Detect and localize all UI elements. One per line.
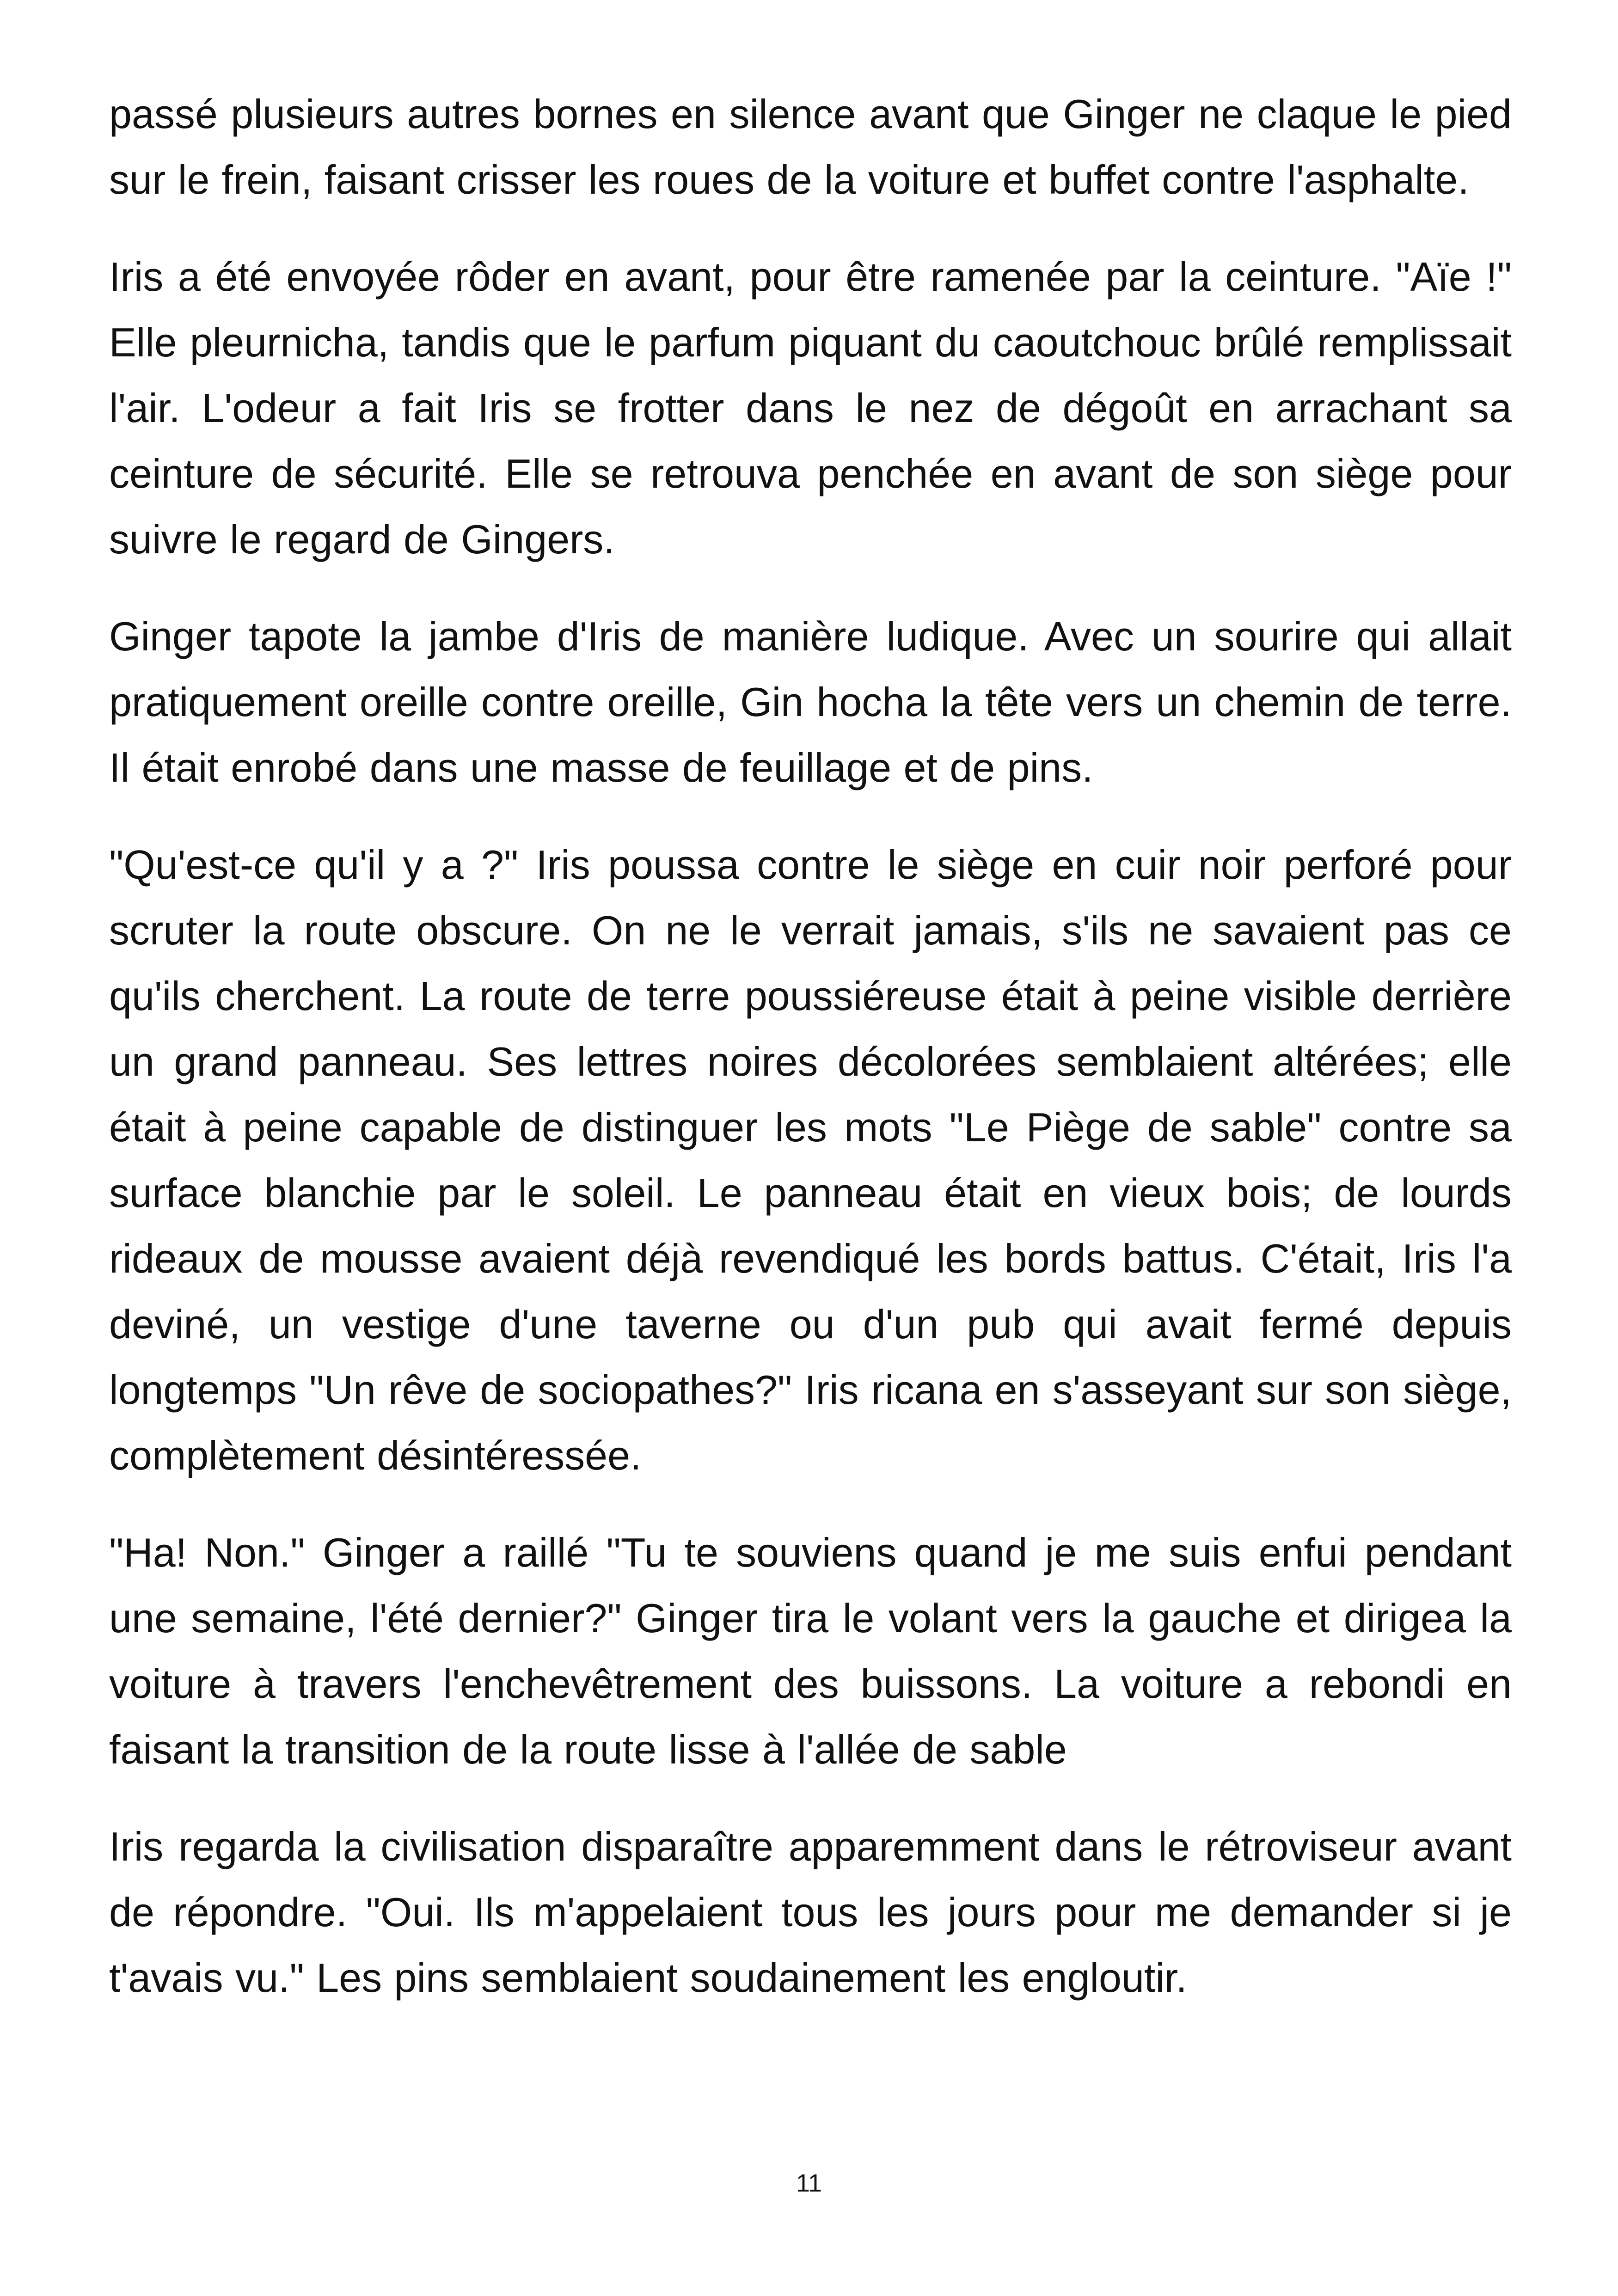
body-text [109, 81, 1512, 2042]
paragraph-4: "Qu'est-ce qu'il y a ?" Iris poussa contre le siège en cuir noir perforé pour scruter la route obscure. On ne le verrait jamais, s'ils ne savaient pas ce qu'ils cherchent. La route de terre poussiéreuse était à peine visible derrière un grand panneau. Ses lettres noires décolorées semblaient altérées; elle était à peine capable de distinguer les mots "Le Piège de sable" contre sa surface blanchie par le soleil. Le panneau était en vieux bois; de lourds rideaux de mousse avaient déjà revendiqué les bords battus. C'était, Iris l'a deviné, un vestige d'une taverne ou d'un pub qui avait fermé depuis longtemps "Un rêve de sociopathes?" Iris ricana en s'asseyant sur son siège, complètement désintéressée. [109, 842, 1512, 1478]
paragraph-3: Ginger tapote la jambe d'Iris de manière ludique. Avec un sourire qui allait pratiquement oreille contre oreille, Gin hocha la tête vers un chemin de terre. Il était enrobé dans une masse de feuillage et de pins. [109, 613, 1512, 790]
page-number: 11 [796, 2169, 822, 2197]
paragraph-6: Iris regarda la civilisation disparaître apparemment dans le rétroviseur avant de répondre. "Oui. Ils m'appelaient tous les jours pour me demander si je t'avais vu." Les pins semblaient soudainement les engloutir. [109, 1824, 1512, 2001]
paragraph-5: "Ha! Non." Ginger a raillé "Tu te souviens quand je me suis enfui pendant une semaine, l'été dernier?" Ginger tira le volant vers la gauche et dirigea la voiture à travers l'enchevêtrement des buissons. La voiture a rebondi en faisant la transition de la route lisse à l'allée de sable [109, 1530, 1512, 1772]
paragraph-1: passé plusieurs autres bornes en silence avant que Ginger ne claque le pied sur le frein, faisant crisser les roues de la voiture et buffet contre l'asphalte. [109, 91, 1512, 202]
paragraph-2: Iris a été envoyée rôder en avant, pour être ramenée par la ceinture. "Aïe !" Elle pleurnicha, tandis que le parfum piquant du caoutchouc brûlé remplissait l'air. L'odeur a fait Iris se frotter dans le nez de dégoût en arrachant sa ceinture de sécurité. Elle se retrouva penchée en avant de son siège pour suivre le regard de Gingers. [109, 254, 1512, 562]
